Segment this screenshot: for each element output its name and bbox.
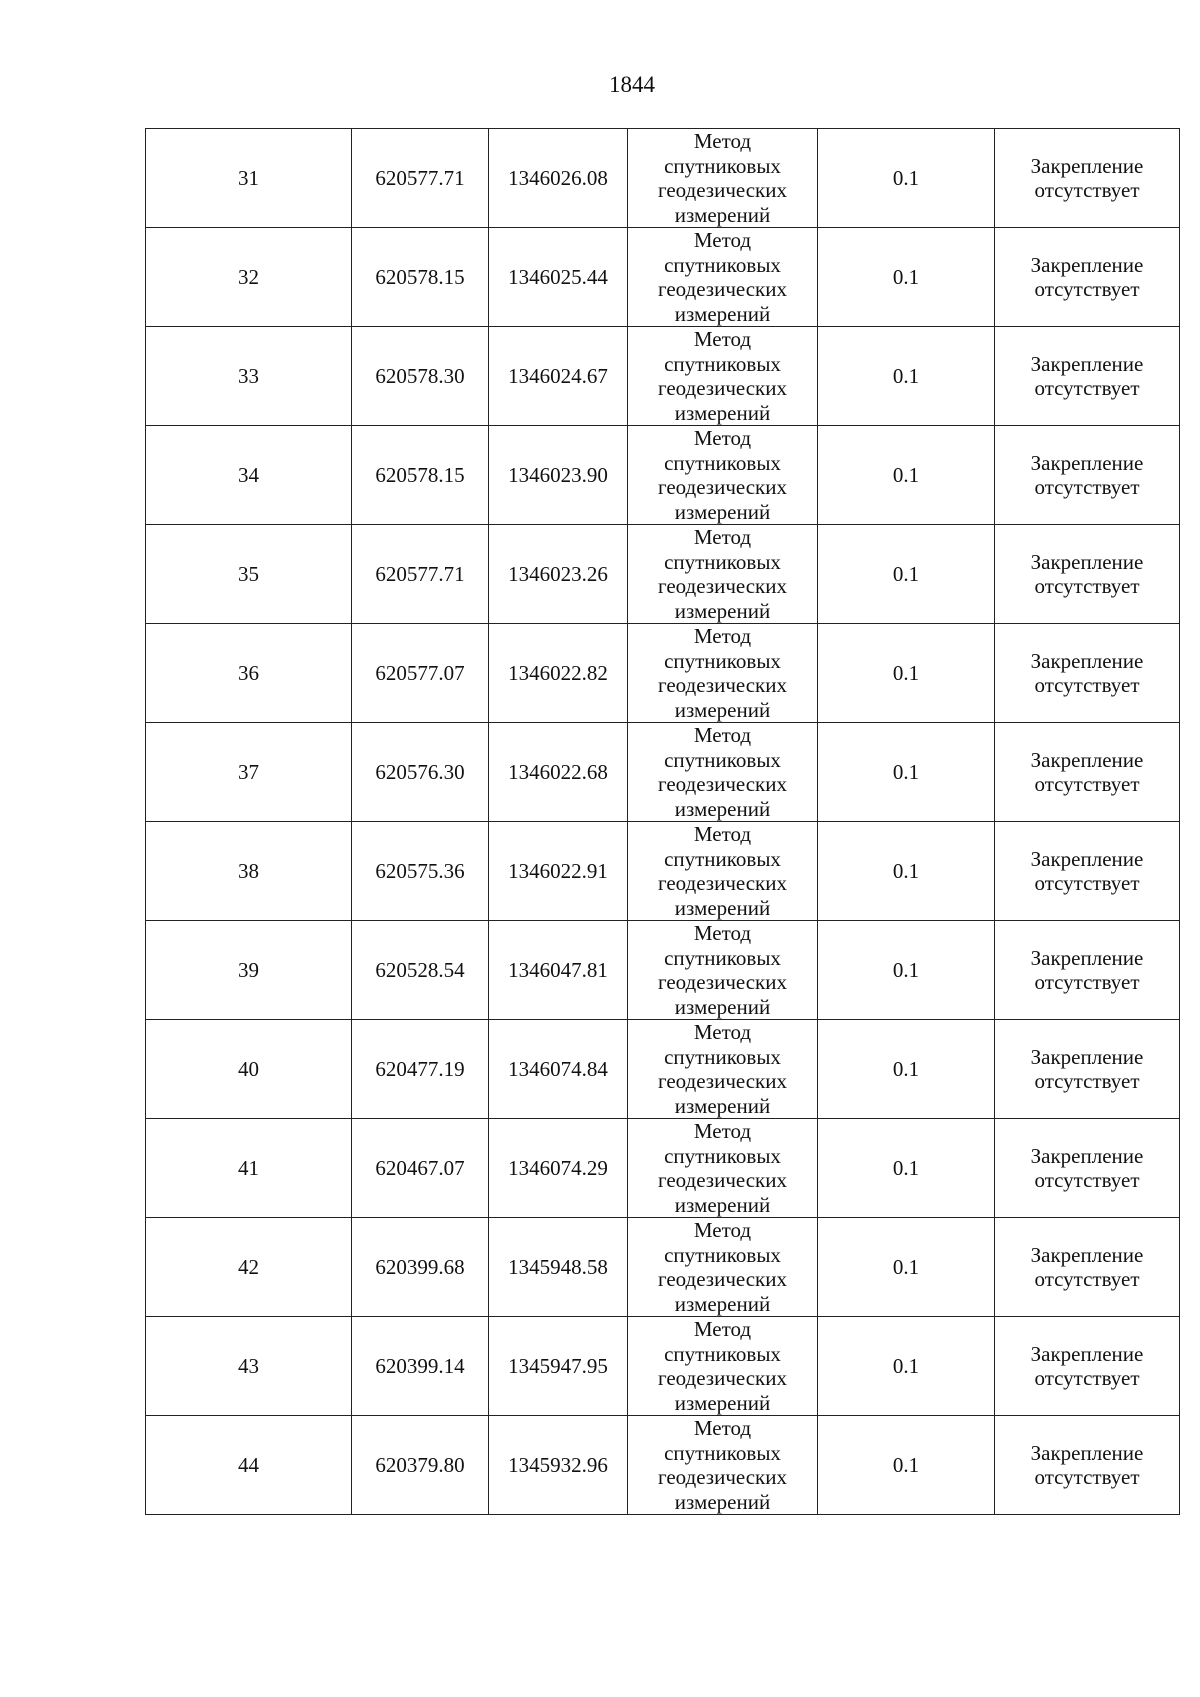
table-row xyxy=(146,921,1180,1020)
point-number-cell: 40 xyxy=(146,1020,352,1119)
point-number-cell: 36 xyxy=(146,624,352,723)
method-text-line: геодезических xyxy=(657,574,787,598)
table-row xyxy=(146,1218,1180,1317)
method-text-line: Метод xyxy=(693,1218,752,1242)
fixing-cell xyxy=(995,426,1180,525)
fixing-text-line: отсутствует xyxy=(1034,1069,1140,1093)
fixing-cell xyxy=(995,723,1180,822)
accuracy-cell: 0.1 xyxy=(818,1416,995,1515)
fixing-cell xyxy=(995,1119,1180,1218)
fixing-text-line: Закрепление xyxy=(1030,1342,1144,1366)
fixing-text-line: отсутствует xyxy=(1034,1465,1140,1489)
method-cell xyxy=(628,1416,818,1515)
point-number-cell: 37 xyxy=(146,723,352,822)
accuracy-cell: 0.1 xyxy=(818,327,995,426)
fixing-text-line: Закрепление xyxy=(1030,154,1144,178)
method-text-line: измерений xyxy=(674,301,771,326)
fixing-text-line: Закрепление xyxy=(1030,1243,1144,1267)
method-text-line: Метод xyxy=(693,723,752,747)
accuracy-cell: 0.1 xyxy=(818,1218,995,1317)
table-row xyxy=(146,723,1180,822)
x-coordinate-cell: 620528.54 xyxy=(352,921,489,1020)
fixing-cell xyxy=(995,1317,1180,1416)
method-text-line: спутниковых xyxy=(664,1242,781,1267)
method-text-line: спутниковых xyxy=(664,648,781,673)
method-text-line: спутниковых xyxy=(664,1143,781,1168)
method-text-line: геодезических xyxy=(657,1465,787,1489)
accuracy-cell: 0.1 xyxy=(818,822,995,921)
fixing-text-line: Закрепление xyxy=(1030,1441,1144,1465)
coordinates-table xyxy=(145,128,1180,1515)
table-row xyxy=(146,228,1180,327)
y-coordinate-cell: 1346047.81 xyxy=(489,921,628,1020)
fixing-text-line: Закрепление xyxy=(1030,748,1144,772)
method-text-line: геодезических xyxy=(657,277,787,301)
x-coordinate-cell: 620578.30 xyxy=(352,327,489,426)
fixing-cell xyxy=(995,129,1180,228)
point-number-cell: 42 xyxy=(146,1218,352,1317)
method-text-line: измерений xyxy=(674,895,771,920)
fixing-text-line: Закрепление xyxy=(1030,847,1144,871)
page-number: 1844 xyxy=(609,72,655,97)
method-text-line: измерений xyxy=(674,598,771,623)
method-text-line: геодезических xyxy=(657,1168,787,1192)
method-cell xyxy=(628,129,818,228)
table-row xyxy=(146,1119,1180,1218)
method-cell xyxy=(628,1317,818,1416)
point-number-cell: 39 xyxy=(146,921,352,1020)
method-text-line: геодезических xyxy=(657,1069,787,1093)
x-coordinate-cell: 620578.15 xyxy=(352,426,489,525)
point-number-cell: 34 xyxy=(146,426,352,525)
table-row xyxy=(146,1416,1180,1515)
y-coordinate-cell: 1345947.95 xyxy=(489,1317,628,1416)
method-text-line: геодезических xyxy=(657,673,787,697)
point-number-cell: 32 xyxy=(146,228,352,327)
table-row xyxy=(146,426,1180,525)
method-cell xyxy=(628,228,818,327)
fixing-cell xyxy=(995,228,1180,327)
fixing-cell xyxy=(995,921,1180,1020)
method-text-line: измерений xyxy=(674,796,771,821)
y-coordinate-cell: 1346023.90 xyxy=(489,426,628,525)
fixing-text-line: отсутствует xyxy=(1034,1267,1140,1291)
table-row xyxy=(146,327,1180,426)
accuracy-cell: 0.1 xyxy=(818,1317,995,1416)
method-cell xyxy=(628,921,818,1020)
method-text-line: измерений xyxy=(674,697,771,722)
method-cell xyxy=(628,426,818,525)
fixing-text-line: отсутствует xyxy=(1034,673,1140,697)
x-coordinate-cell: 620575.36 xyxy=(352,822,489,921)
x-coordinate-cell: 620379.80 xyxy=(352,1416,489,1515)
accuracy-cell: 0.1 xyxy=(818,1119,995,1218)
method-cell xyxy=(628,1119,818,1218)
x-coordinate-cell: 620577.71 xyxy=(352,525,489,624)
method-text-line: спутниковых xyxy=(664,945,781,970)
fixing-cell xyxy=(995,1416,1180,1515)
method-text-line: Метод xyxy=(693,921,752,945)
y-coordinate-cell: 1346025.44 xyxy=(489,228,628,327)
method-cell xyxy=(628,723,818,822)
fixing-text-line: отсутствует xyxy=(1034,475,1140,499)
y-coordinate-cell: 1346022.91 xyxy=(489,822,628,921)
accuracy-cell: 0.1 xyxy=(818,723,995,822)
method-text-line: Метод xyxy=(693,624,752,648)
method-text-line: Метод xyxy=(693,822,752,846)
accuracy-cell: 0.1 xyxy=(818,228,995,327)
table-row xyxy=(146,1317,1180,1416)
fixing-text-line: отсутствует xyxy=(1034,1366,1140,1390)
y-coordinate-cell: 1345932.96 xyxy=(489,1416,628,1515)
x-coordinate-cell: 620576.30 xyxy=(352,723,489,822)
fixing-text-line: Закрепление xyxy=(1030,451,1144,475)
method-cell xyxy=(628,624,818,723)
fixing-text-line: отсутствует xyxy=(1034,574,1140,598)
method-text-line: спутниковых xyxy=(664,1044,781,1069)
coordinates-table-body xyxy=(146,129,1180,1515)
table-row xyxy=(146,129,1180,228)
y-coordinate-cell: 1346022.68 xyxy=(489,723,628,822)
method-text-line: Метод xyxy=(693,228,752,252)
method-text-line: Метод xyxy=(693,1020,752,1044)
method-text-line: измерений xyxy=(674,1291,771,1316)
y-coordinate-cell: 1345948.58 xyxy=(489,1218,628,1317)
fixing-text-line: отсутствует xyxy=(1034,178,1140,202)
method-text-line: спутниковых xyxy=(664,153,781,178)
accuracy-cell: 0.1 xyxy=(818,525,995,624)
method-cell xyxy=(628,1020,818,1119)
point-number-cell: 44 xyxy=(146,1416,352,1515)
method-text-line: измерений xyxy=(674,1192,771,1217)
fixing-text-line: отсутствует xyxy=(1034,277,1140,301)
method-text-line: геодезических xyxy=(657,871,787,895)
method-text-line: геодезических xyxy=(657,376,787,400)
y-coordinate-cell: 1346074.84 xyxy=(489,1020,628,1119)
fixing-cell xyxy=(995,1218,1180,1317)
table-row xyxy=(146,822,1180,921)
method-text-line: спутниковых xyxy=(664,846,781,871)
table-row xyxy=(146,1020,1180,1119)
method-text-line: спутниковых xyxy=(664,1341,781,1366)
method-text-line: геодезических xyxy=(657,970,787,994)
fixing-cell xyxy=(995,327,1180,426)
fixing-cell xyxy=(995,525,1180,624)
method-text-line: Метод xyxy=(693,327,752,351)
accuracy-cell: 0.1 xyxy=(818,624,995,723)
fixing-text-line: отсутствует xyxy=(1034,871,1140,895)
x-coordinate-cell: 620467.07 xyxy=(352,1119,489,1218)
y-coordinate-cell: 1346023.26 xyxy=(489,525,628,624)
fixing-text-line: отсутствует xyxy=(1034,376,1140,400)
fixing-text-line: Закрепление xyxy=(1030,253,1144,277)
point-number-cell: 31 xyxy=(146,129,352,228)
method-text-line: Метод xyxy=(693,426,752,450)
x-coordinate-cell: 620577.71 xyxy=(352,129,489,228)
point-number-cell: 41 xyxy=(146,1119,352,1218)
method-text-line: спутниковых xyxy=(664,450,781,475)
y-coordinate-cell: 1346022.82 xyxy=(489,624,628,723)
method-text-line: Метод xyxy=(693,1416,752,1440)
accuracy-cell: 0.1 xyxy=(818,426,995,525)
accuracy-cell: 0.1 xyxy=(818,921,995,1020)
method-text-line: Метод xyxy=(693,1317,752,1341)
fixing-cell xyxy=(995,624,1180,723)
method-text-line: геодезических xyxy=(657,1267,787,1291)
fixing-text-line: Закрепление xyxy=(1030,550,1144,574)
table-row xyxy=(146,624,1180,723)
x-coordinate-cell: 620399.68 xyxy=(352,1218,489,1317)
point-number-cell: 35 xyxy=(146,525,352,624)
point-number-cell: 43 xyxy=(146,1317,352,1416)
fixing-text-line: Закрепление xyxy=(1030,946,1144,970)
method-text-line: геодезических xyxy=(657,178,787,202)
method-text-line: спутниковых xyxy=(664,351,781,376)
y-coordinate-cell: 1346074.29 xyxy=(489,1119,628,1218)
method-text-line: измерений xyxy=(674,1093,771,1118)
accuracy-cell: 0.1 xyxy=(818,129,995,228)
method-text-line: геодезических xyxy=(657,475,787,499)
x-coordinate-cell: 620477.19 xyxy=(352,1020,489,1119)
point-number-cell: 38 xyxy=(146,822,352,921)
method-text-line: Метод xyxy=(693,525,752,549)
fixing-cell xyxy=(995,1020,1180,1119)
method-text-line: спутниковых xyxy=(664,1440,781,1465)
method-cell xyxy=(628,1218,818,1317)
method-text-line: спутниковых xyxy=(664,747,781,772)
method-text-line: измерений xyxy=(674,400,771,425)
x-coordinate-cell: 620578.15 xyxy=(352,228,489,327)
method-text-line: геодезических xyxy=(657,1366,787,1390)
method-text-line: измерений xyxy=(674,1390,771,1415)
fixing-text-line: Закрепление xyxy=(1030,1045,1144,1069)
method-text-line: спутниковых xyxy=(664,549,781,574)
method-text-line: спутниковых xyxy=(664,252,781,277)
method-text-line: измерений xyxy=(674,202,771,227)
fixing-text-line: отсутствует xyxy=(1034,772,1140,796)
fixing-text-line: отсутствует xyxy=(1034,970,1140,994)
accuracy-cell: 0.1 xyxy=(818,1020,995,1119)
fixing-text-line: Закрепление xyxy=(1030,649,1144,673)
method-text-line: измерений xyxy=(674,1489,771,1514)
x-coordinate-cell: 620399.14 xyxy=(352,1317,489,1416)
y-coordinate-cell: 1346026.08 xyxy=(489,129,628,228)
method-cell xyxy=(628,327,818,426)
method-cell xyxy=(628,525,818,624)
method-text-line: Метод xyxy=(693,129,752,153)
method-cell xyxy=(628,822,818,921)
fixing-text-line: Закрепление xyxy=(1030,1144,1144,1168)
y-coordinate-cell: 1346024.67 xyxy=(489,327,628,426)
fixing-cell xyxy=(995,822,1180,921)
table-row xyxy=(146,525,1180,624)
point-number-cell: 33 xyxy=(146,327,352,426)
x-coordinate-cell: 620577.07 xyxy=(352,624,489,723)
method-text-line: Метод xyxy=(693,1119,752,1143)
method-text-line: геодезических xyxy=(657,772,787,796)
fixing-text-line: отсутствует xyxy=(1034,1168,1140,1192)
method-text-line: измерений xyxy=(674,499,771,524)
fixing-text-line: Закрепление xyxy=(1030,352,1144,376)
method-text-line: измерений xyxy=(674,994,771,1019)
